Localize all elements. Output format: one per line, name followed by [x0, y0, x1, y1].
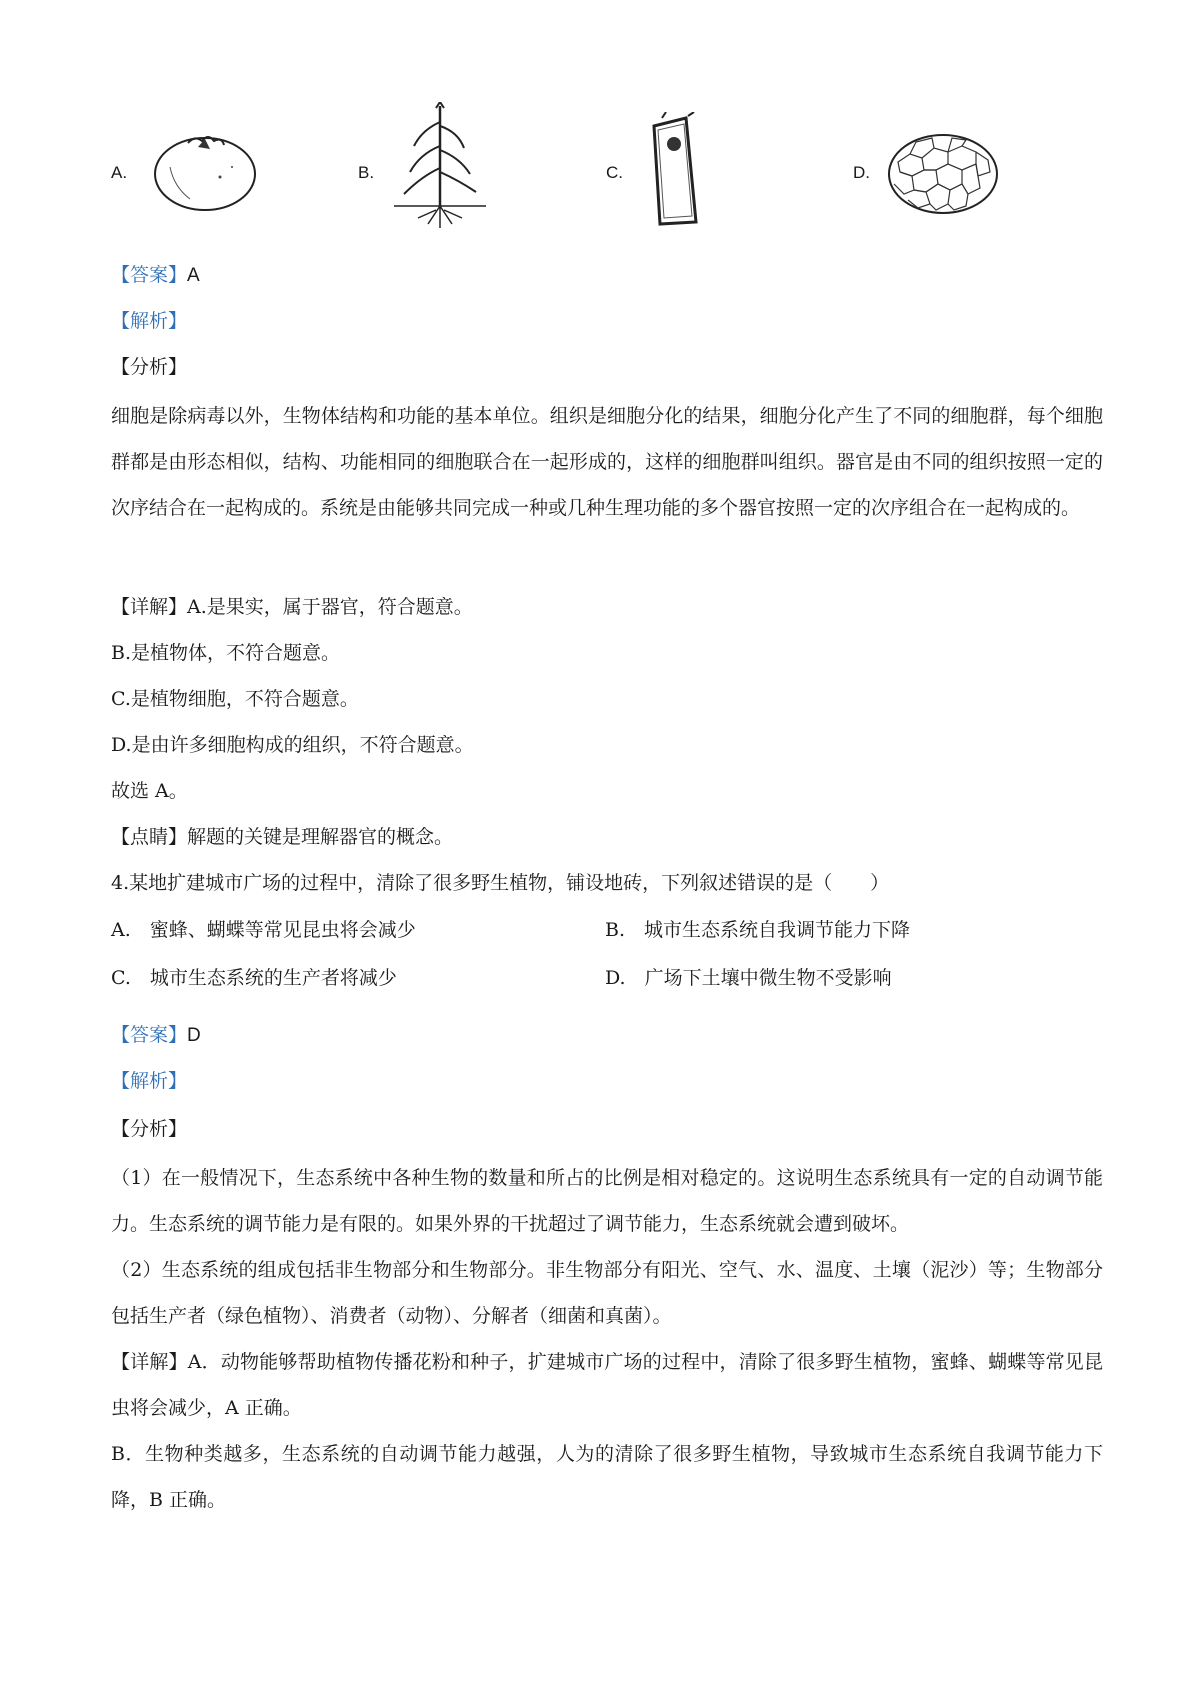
plant-cell-icon [644, 112, 704, 228]
q4-answer-tag: 【答案】 [111, 1024, 188, 1046]
q4-choice-a: A. 蜜蜂、蝴蝶等常见昆虫将会减少 [111, 919, 416, 941]
q4-answer-line [111, 1023, 201, 1048]
q3-fenxi-paragraph: 细胞是除病毒以外，生物体结构和功能的基本单位。组织是细胞分化的结果，细胞分化产生了不同的细胞群，每个细胞群都是由形态相似，结构、功能相同的细胞联合在一起形成的，这样的细胞群叫组织。器官是由不同的组织按照一定的次序结合在一起构成的。系统是由能够共同完成一种或几种生理功能的多个器官按照一定的次序组合在一起构成的。 [111, 405, 1103, 519]
q4-choice-c: C. 城市生态系统的生产者将减少 [111, 967, 397, 989]
q3-conclusion: 故选 A。 [111, 780, 188, 802]
option-a-letter: A. [111, 163, 128, 182]
q4-choice-d: D. 广场下土壤中微生物不受影响 [605, 967, 892, 989]
corn-plant-icon [392, 102, 488, 230]
q3-answer-value: A [187, 265, 200, 286]
q4-stem: 4.某地扩建城市广场的过程中，清除了很多野生植物，铺设地砖，下列叙述错误的是（ ） [111, 872, 890, 894]
q3-dianjing-text: 解题的关键是理解器官的概念。 [187, 826, 454, 848]
q3-dianjing-line [111, 825, 453, 849]
q3-detail-d: D.是由许多细胞构成的组织，不符合题意。 [111, 734, 474, 756]
tomato-fruit-icon [150, 127, 260, 215]
q3-detail-a: A.是果实，属于器官，符合题意。 [187, 596, 473, 618]
q4-answer-value: D [187, 1025, 201, 1046]
q3-detail-b: B.是植物体，不符合题意。 [111, 642, 341, 664]
q4-fenxi-paragraph-1: （1）在一般情况下，生态系统中各种生物的数量和所占的比例是相对稳定的。这说明生态系统具有一定的自动调节能力。生态系统的调节能力是有限的。如果外界的干扰超过了调节能力，生态系统就会遭到破坏。 [111, 1167, 1103, 1235]
option-b-letter: B. [358, 163, 375, 182]
q4-fenxi-paragraph-2: （2）生态系统的组成包括非生物部分和生物部分。非生物部分有阳光、空气、水、温度、土壤（泥沙）等；生物部分包括生产者（绿色植物）、消费者（动物）、分解者（细菌和真菌）。 [111, 1259, 1103, 1327]
q4-detail-a: A．动物能够帮助植物传播花粉和种子，扩建城市广场的过程中，清除了很多野生植物，蜜蜂、蝴蝶等常见昆虫将会减少，A 正确。 [111, 1351, 1103, 1419]
q3-fenxi-tag: 【分析】 [111, 356, 188, 378]
q3-detail-tag: 【详解】 [111, 596, 188, 618]
q3-answer-line [111, 263, 200, 288]
q3-jiexi-tag: 【解析】 [111, 310, 188, 332]
q3-detail-line-a [111, 595, 473, 619]
q3-detail-c: C.是植物细胞，不符合题意。 [111, 688, 359, 710]
option-d-letter: D. [853, 163, 870, 182]
q4-detail-tag: 【详解】 [111, 1351, 188, 1373]
q3-answer-tag: 【答案】 [111, 264, 188, 286]
q4-detail-b-paragraph: B．生物种类越多，生态系统的自动调节能力越强，人为的清除了很多野生植物，导致城市生态系统自我调节能力下降，B 正确。 [111, 1443, 1103, 1511]
cell-tissue-icon [886, 132, 1000, 216]
q4-detail-a-paragraph [111, 1339, 1103, 1431]
q4-fenxi-tag: 【分析】 [111, 1118, 188, 1140]
option-c-letter: C. [606, 163, 623, 182]
q4-jiexi-tag: 【解析】 [111, 1070, 188, 1092]
q4-choice-b: B. 城市生态系统自我调节能力下降 [605, 919, 911, 941]
q3-dianjing-tag: 【点睛】 [111, 826, 188, 848]
